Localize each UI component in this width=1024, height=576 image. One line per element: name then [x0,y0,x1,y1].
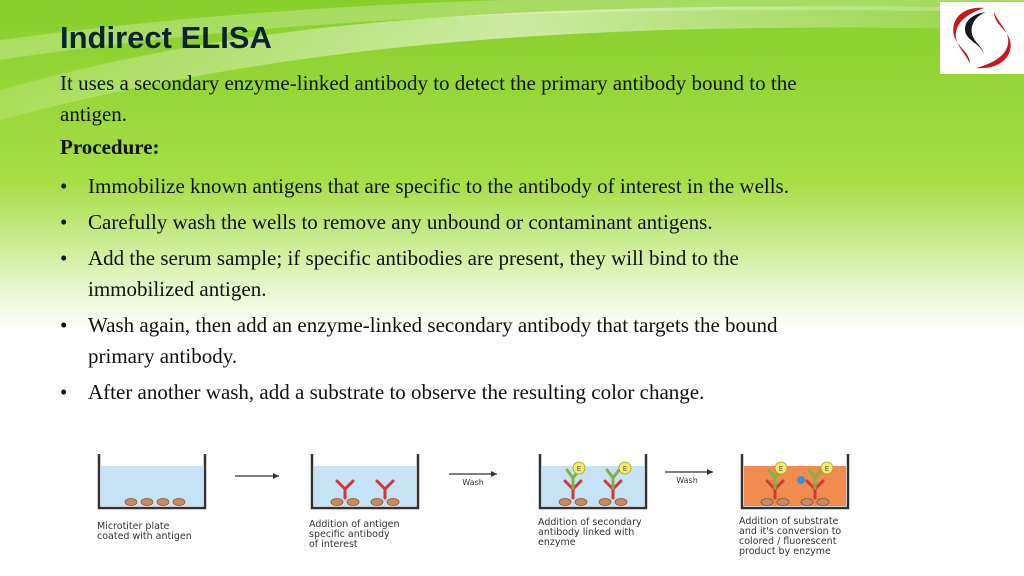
caption-line: antibody linked with [538,527,635,538]
step-text: primary antibody. [88,344,238,368]
caption-step-4 [739,517,899,557]
enzyme-label: E [778,465,784,473]
wash-label: Wash [676,476,698,485]
institution-logo [940,2,1024,74]
procedure-step [60,171,960,202]
enzyme-label: E [622,465,628,473]
well-2 [312,454,418,508]
well-1 [99,454,205,508]
intro-text [60,68,960,130]
wash-label: Wash [462,478,484,487]
step-text: Add the serum sample; if specific antibodies are present, they will bind to the [88,246,739,270]
bullet-icon: • [60,380,68,404]
enzyme-label: E [576,465,582,473]
caption-step-1 [97,522,257,542]
caption-line: Addition of substrate [739,516,839,527]
colored-product-icon [797,476,805,484]
caption-line: of interest [309,539,358,550]
slide-title: Indirect ELISA [60,20,272,55]
step-text: Wash again, then add an enzyme-linked secondary antibody that targets the bound [88,313,778,337]
bullet-icon: • [60,246,68,270]
intro-line: antigen. [60,102,128,126]
enzyme-label: E [824,465,830,473]
procedure-step [60,207,960,238]
caption-step-3 [538,518,698,548]
caption-line: specific antibody [309,529,390,540]
bullet-icon: • [60,174,68,198]
step-text: After another wash, add a substrate to observe the resulting color change. [88,380,705,404]
procedure-step [60,310,960,372]
procedure-steps [60,171,960,413]
well-3 [540,454,646,508]
procedure-heading: Procedure: [60,135,160,159]
step-text: Immobilize known antigens that are specific to the antibody of interest in the wells. [88,174,789,198]
caption-line: Microtiter plate [97,521,170,532]
step-text: immobilized antigen. [88,277,267,301]
procedure-step [60,377,960,408]
caption-line: colored / fluorescent [739,536,837,547]
arrow-head-icon [707,469,713,475]
well-4 [742,454,848,508]
intro-line: It uses a secondary enzyme-linked antibody to detect the primary antibody bound to the [60,71,797,95]
step-text: Carefully wash the wells to remove any unbound or contaminant antigens. [88,210,713,234]
procedure-step [60,243,960,305]
caption-line: Addition of secondary [538,517,642,528]
caption-step-2 [309,520,469,550]
bullet-icon: • [60,313,68,337]
caption-line: coated with antigen [97,531,192,542]
caption-line: Addition of antigen [309,519,400,530]
bullet-icon: • [60,210,68,234]
caption-line: product by enzyme [739,546,831,557]
elisa-diagram [87,418,920,566]
arrow-head-icon [491,471,497,477]
caption-line: and it's conversion to [739,526,842,537]
arrow-head-icon [273,473,279,479]
caption-line: enzyme [538,537,576,548]
